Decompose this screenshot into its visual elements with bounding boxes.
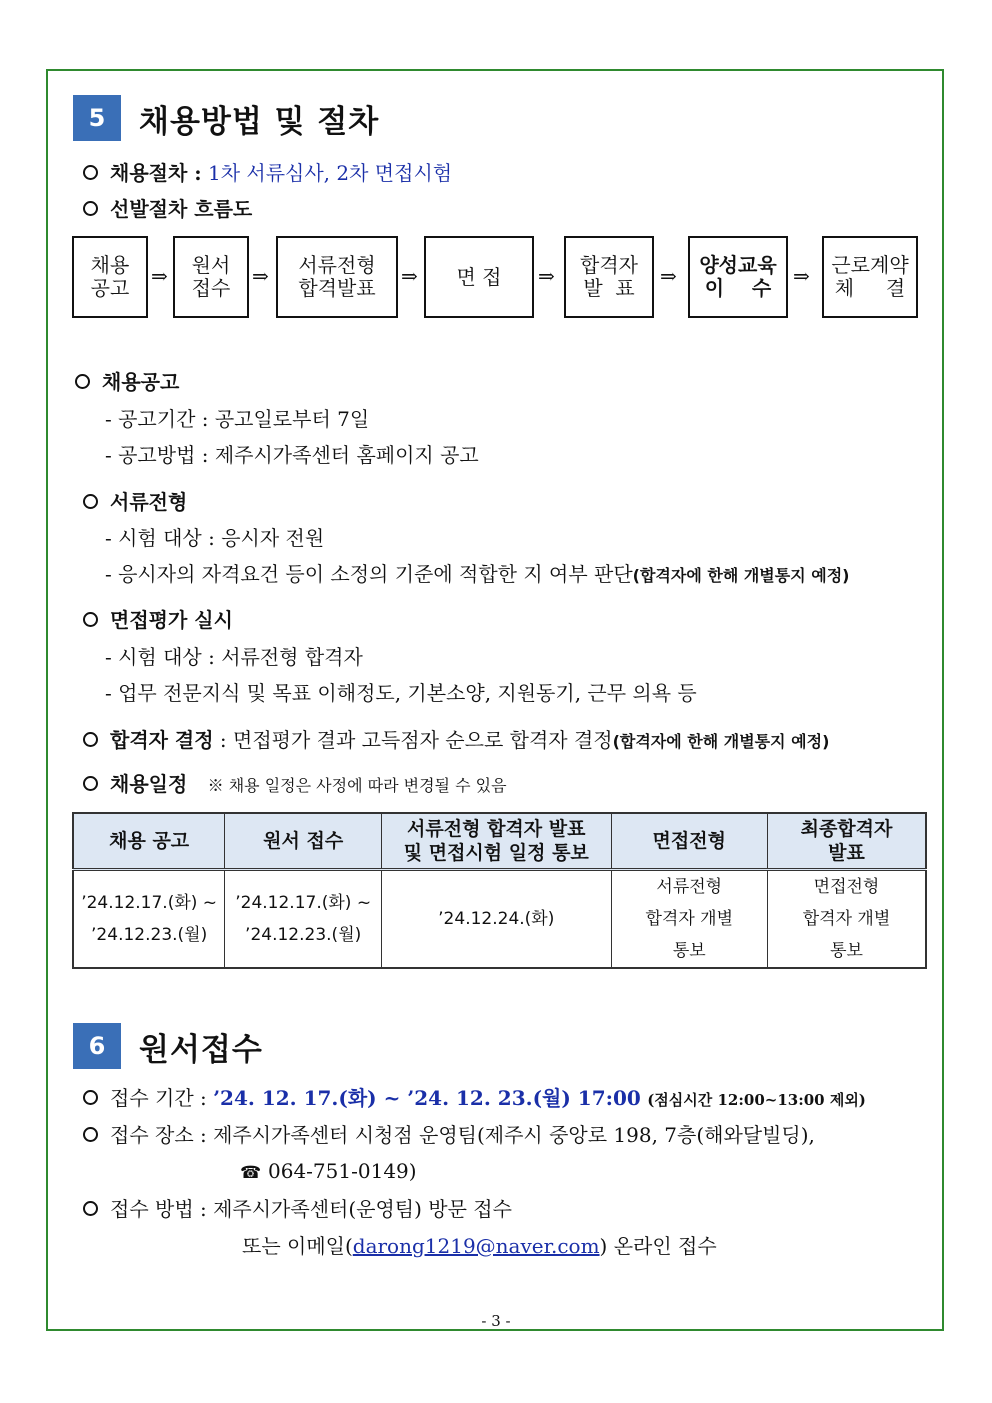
- circle-bullet-icon: [75, 374, 90, 389]
- flow-step: 원서 접수: [173, 236, 249, 318]
- flow-title-line: 선발절차 흐름도: [83, 195, 252, 223]
- section-number: 6: [73, 1023, 121, 1069]
- column-header: 원서 접수: [225, 813, 382, 870]
- column-header: 최종합격자 발표: [767, 813, 926, 870]
- column-header: 채용 공고: [73, 813, 225, 870]
- circle-bullet-icon: [83, 1201, 98, 1216]
- arrow-right-icon: ⇒: [401, 264, 418, 288]
- procedure-value: 1차 서류심사, 2차 면접시험: [208, 161, 453, 185]
- column-header: 서류전형 합격자 발표 및 면접시험 일정 통보: [382, 813, 611, 870]
- section-number: 5: [73, 95, 121, 141]
- place-line: 접수 장소 : 제주시가족센터 시청점 운영팀(제주시 중앙로 198, 7층(해와달빌딩),: [83, 1121, 815, 1149]
- selection-flow: [72, 236, 918, 318]
- table-header-row: [73, 813, 926, 870]
- email-link[interactable]: darong1219@naver.com: [352, 1234, 600, 1258]
- table-cell: ’24.12.24.(화): [382, 870, 611, 969]
- arrow-right-icon: ⇒: [538, 264, 555, 288]
- interview-title: 면접평가 실시: [83, 606, 233, 634]
- page-number: - 3 -: [481, 1312, 511, 1330]
- flow-step: 근로계약 체 결: [822, 236, 918, 318]
- notice-title: 채용공고: [75, 368, 179, 396]
- flow-step: 합격자 발 표: [564, 236, 654, 318]
- phone-icon: ☎: [240, 1163, 262, 1183]
- doc-title: 서류전형: [83, 488, 187, 516]
- section-title: 채용방법 및 절차: [139, 103, 380, 140]
- circle-bullet-icon: [83, 776, 98, 791]
- notice-item: - 공고방법 : 제주시가족센터 홈페이지 공고: [105, 443, 479, 467]
- section-5-header: [73, 95, 379, 141]
- table-cell: 면접전형 합격자 개별 통보: [767, 870, 926, 969]
- schedule-note: ※ 채용 일정은 사정에 따라 변경될 수 있음: [207, 776, 507, 795]
- method-line: 접수 방법 : 제주시가족센터(운영팀) 방문 접수: [83, 1195, 512, 1223]
- table-cell: ’24.12.17.(화) ~ ’24.12.23.(월): [73, 870, 225, 969]
- circle-bullet-icon: [83, 1090, 98, 1105]
- column-header: 면접전형: [611, 813, 767, 870]
- notice-item: - 공고기간 : 공고일로부터 7일: [105, 407, 370, 431]
- arrow-right-icon: ⇒: [793, 264, 810, 288]
- doc-item: - 시험 대상 : 응시자 전원: [105, 526, 325, 550]
- circle-bullet-icon: [83, 165, 98, 180]
- table-cell: ’24.12.17.(화) ~ ’24.12.23.(월): [225, 870, 382, 969]
- doc-item: - 응시자의 자격요건 등이 소정의 기준에 적합한 지 여부 판단(합격자에 한해 개별통지 예정): [105, 562, 850, 586]
- circle-bullet-icon: [83, 732, 98, 747]
- method-online-line: 또는 이메일(darong1219@naver.com) 온라인 접수: [242, 1234, 717, 1258]
- circle-bullet-icon: [83, 1127, 98, 1142]
- period-value: ’24. 12. 17.(화) ~ ’24. 12. 23.(월) 17:00: [213, 1086, 641, 1110]
- interview-item: - 업무 전문지식 및 목표 이해정도, 기본소양, 지원동기, 근무 의욕 등: [105, 681, 697, 705]
- circle-bullet-icon: [83, 612, 98, 627]
- arrow-right-icon: ⇒: [660, 264, 677, 288]
- arrow-right-icon: ⇒: [252, 264, 269, 288]
- table-row: [73, 870, 926, 969]
- flow-step: 채용 공고: [72, 236, 148, 318]
- table-cell: 서류전형 합격자 개별 통보: [611, 870, 767, 969]
- section-title: 원서접수: [139, 1031, 263, 1068]
- flow-step: 서류전형 합격발표: [276, 236, 398, 318]
- period-note: (점심시간 12:00~13:00 제외): [647, 1091, 866, 1109]
- circle-bullet-icon: [83, 201, 98, 216]
- schedule-title-line: 채용일정 ※ 채용 일정은 사정에 따라 변경될 수 있음: [83, 770, 507, 800]
- section-6-header: [73, 1023, 263, 1069]
- flow-step: 양성교육 이 수: [688, 236, 788, 318]
- circle-bullet-icon: [83, 494, 98, 509]
- arrow-right-icon: ⇒: [151, 264, 168, 288]
- flow-step: 면 접: [424, 236, 534, 318]
- phone-line: ☎ 064-751-0149): [240, 1157, 417, 1187]
- period-line: 접수 기간 : ’24. 12. 17.(화) ~ ’24. 12. 23.(월) 17:00 (점심시간 12:00~13:00 제외): [83, 1084, 866, 1114]
- schedule-table: [72, 812, 927, 969]
- interview-item: - 시험 대상 : 서류전형 합격자: [105, 645, 363, 669]
- pass-line: 합격자 결정 : 면접평가 결과 고득점자 순으로 합격자 결정(합격자에 한해 개별통지 예정): [83, 726, 829, 756]
- procedure-line: 채용절차 : 1차 서류심사, 2차 면접시험: [83, 159, 452, 187]
